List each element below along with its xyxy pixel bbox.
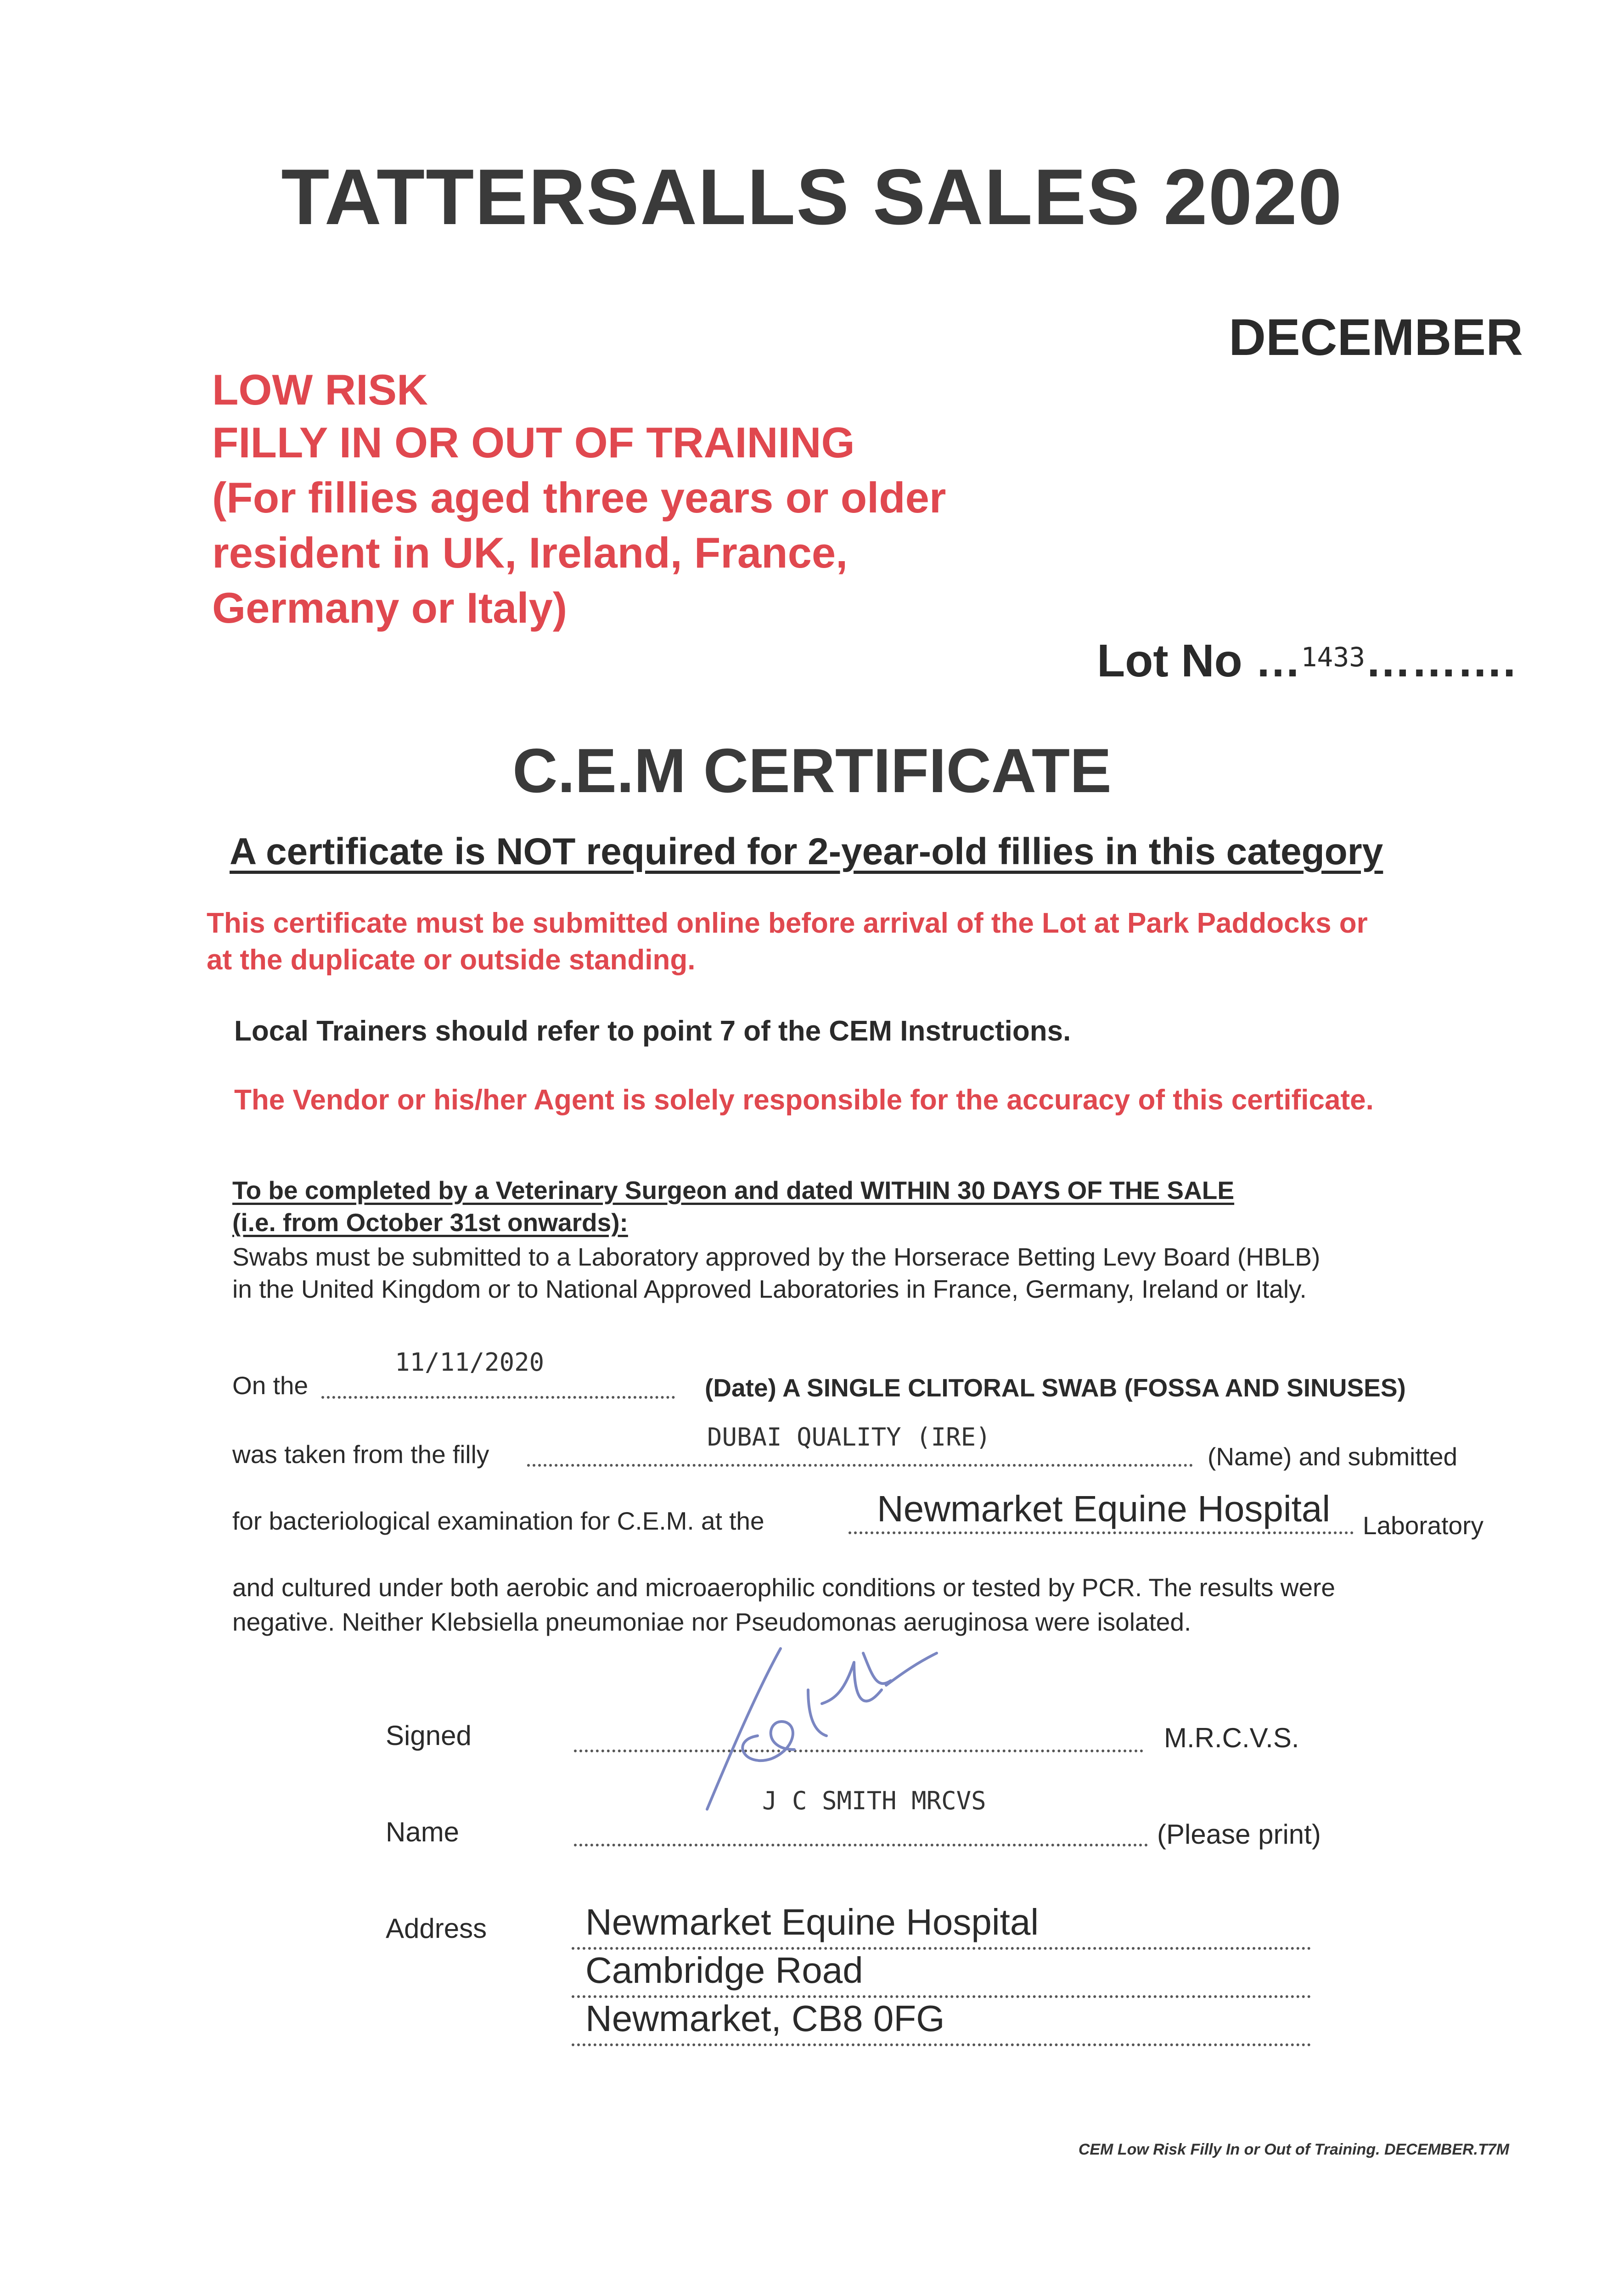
on-the-label: On the	[232, 1371, 309, 1400]
local-trainers-note: Local Trainers should refer to point 7 of the CEM Instructions.	[234, 1015, 1071, 1047]
lot-label: Lot No	[1097, 635, 1242, 687]
submit-notice-line-2: at the duplicate or outside standing.	[207, 944, 696, 976]
for-exam-label: for bacteriological examination for C.E.M. at the	[232, 1507, 764, 1535]
lot-value: 1433	[1301, 642, 1366, 673]
document-title: TATTERSALLS SALES 2020	[281, 153, 1343, 241]
category-line-5: Germany or Italy)	[212, 584, 568, 632]
name-dotted-line	[574, 1844, 1148, 1846]
instructions-heading-2: (i.e. from October 31st onwards):	[232, 1208, 628, 1237]
result-line-2: negative. Neither Klebsiella pneumoniae nor Pseudomonas aeruginosa were isolated.	[232, 1608, 1191, 1636]
date-value[interactable]: 11/11/2020	[395, 1348, 545, 1377]
result-line-1: and cultured under both aerobic and microaerophilic conditions or tested by PCR. The results were	[232, 1573, 1335, 1602]
taken-from-label: was taken from the filly	[232, 1440, 489, 1469]
sale-month: DECEMBER	[1229, 309, 1523, 366]
please-print-label: (Please print)	[1157, 1819, 1321, 1850]
instructions-body-2: in the United Kingdom or to National Approved Laboratories in France, Germany, Ireland or Italy.	[232, 1275, 1307, 1303]
vet-name-value[interactable]: J C SMITH MRCVS	[762, 1786, 986, 1815]
name-suffix: (Name) and submitted	[1208, 1442, 1458, 1471]
lot-number: Lot No …$^{1433}$……….	[1097, 635, 1516, 687]
signed-label: Signed	[386, 1720, 472, 1751]
date-suffix	[705, 1373, 1406, 1402]
category-line-1: LOW RISK	[212, 366, 428, 414]
category-line-3: (For fillies aged three years or older	[212, 473, 946, 522]
instructions-body-1: Swabs must be submitted to a Laboratory approved by the Horserace Betting Levy Board (HBLB)	[232, 1243, 1321, 1271]
category-line-4: resident in UK, Ireland, France,	[212, 529, 848, 577]
filly-name-value[interactable]: DUBAI QUALITY (IRE)	[707, 1423, 991, 1452]
address-line-3[interactable]: Newmarket, CB8 0FG	[585, 1998, 945, 2039]
lab-dotted-line	[849, 1531, 1354, 1534]
form-reference: CEM Low Risk Filly In or Out of Training. DECEMBER.T7M	[1078, 2141, 1509, 2158]
lab-name-value[interactable]: Newmarket Equine Hospital	[877, 1488, 1331, 1529]
category-line-2: FILLY IN OR OUT OF TRAINING	[212, 418, 855, 467]
address-line-1[interactable]: Newmarket Equine Hospital	[585, 1902, 1039, 1942]
submit-notice-line-1: This certificate must be submitted online before arrival of the Lot at Park Paddocks or	[207, 907, 1368, 939]
instructions-heading-1: To be completed by a Veterinary Surgeon and dated WITHIN 30 DAYS OF THE SALE	[232, 1176, 1235, 1204]
mrcvs-label: M.R.C.V.S.	[1164, 1722, 1299, 1753]
not-required-notice: A certificate is NOT required for 2-year-old fillies in this category	[230, 831, 1383, 872]
address-line-2[interactable]: Cambridge Road	[585, 1950, 863, 1991]
vendor-responsibility: The Vendor or his/her Agent is solely responsible for the accuracy of this certificate.	[234, 1084, 1374, 1116]
date-dotted-line	[321, 1396, 675, 1399]
lab-suffix: Laboratory	[1363, 1511, 1484, 1540]
filly-dotted-line	[527, 1464, 1193, 1467]
name-label: Name	[386, 1817, 460, 1847]
certificate-title: C.E.M CERTIFICATE	[512, 736, 1112, 805]
address-label: Address	[386, 1913, 487, 1944]
address-dotted-line-3	[572, 2043, 1311, 2046]
date-suffix-text: (Date) A SINGLE CLITORAL SWAB (FOSSA AND SINUSES)	[705, 1373, 1406, 1402]
